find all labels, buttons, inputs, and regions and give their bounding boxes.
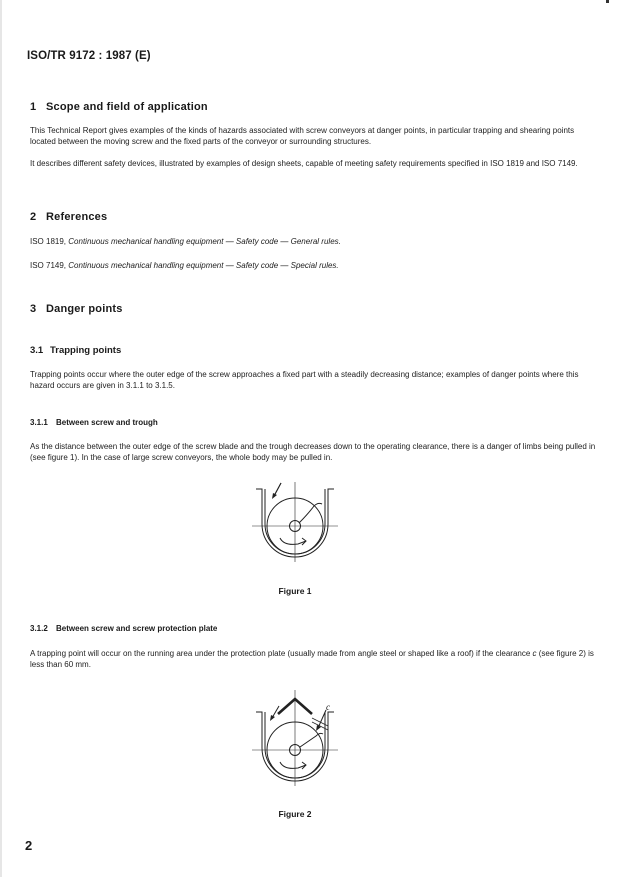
- section-1-paragraph-1: This Technical Report gives examples of the kinds of hazards associated with screw conveyors at danger points, in particular trapping and shearing points located between the moving screw and the fixed parts of the conveyor or surrounding structures.: [30, 126, 575, 146]
- section-3-1-1-paragraph: As the distance between the outer edge of the screw blade and the trough decreases down to the operating clearance, there is a danger of limbs being pulled in (see figure 1). In the case of large screw conveyors, the whole body may be pulled in.: [30, 442, 596, 462]
- section-number: 1: [30, 101, 37, 113]
- figure-1-caption: Figure 1: [278, 586, 312, 596]
- reference-code: ISO 1819,: [30, 237, 67, 246]
- page-edge: [0, 0, 2, 877]
- scan-mark: [606, 0, 609, 3]
- document-header: ISO/TR 9172 : 1987 (E): [27, 50, 151, 62]
- section-title: Between screw and screw protection plate: [56, 624, 218, 633]
- section-title: References: [46, 211, 108, 223]
- section-1-heading: [30, 101, 208, 113]
- reference-title: Continuous mechanical handling equipment — Safety code — General rules.: [68, 237, 341, 246]
- paragraph-text: A trapping point will occur on the running area under the protection plate (usually made from angle steel or shaped like a roof) if the clearance: [30, 649, 533, 658]
- reference-title: Continuous mechanical handling equipment — Safety code — Special rules.: [68, 261, 339, 270]
- variable-c: c: [532, 649, 537, 658]
- clearance-label: c: [326, 702, 330, 712]
- page-number: 2: [25, 838, 33, 853]
- section-3-1-1-heading: [30, 418, 158, 427]
- section-title: Scope and field of application: [46, 101, 208, 113]
- reference-code: ISO 7149,: [30, 261, 67, 270]
- reference-item: [30, 260, 600, 271]
- section-3-1-2-paragraph: [30, 648, 600, 670]
- section-title: Danger points: [46, 303, 123, 315]
- section-1-paragraph-2: It describes different safety devices, illustrated by examples of design sheets, capable of meeting safety requirements specified in ISO 1819 and ISO 7149.: [30, 159, 578, 168]
- figure-2-caption: Figure 2: [278, 809, 312, 819]
- section-number: 3.1: [30, 345, 44, 356]
- section-2-heading: [30, 211, 107, 223]
- section-number: 3.1.1: [30, 418, 48, 427]
- section-3-1-paragraph: Trapping points occur where the outer edge of the screw approaches a fixed part with a steadily decreasing distance; examples of danger points where this hazard occurs are given in 3.1.1 to 3.1.5.: [30, 370, 579, 390]
- section-number: 3: [30, 303, 37, 315]
- section-3-heading: [30, 303, 123, 315]
- section-number: 2: [30, 211, 37, 223]
- figure-1-diagram: [250, 480, 360, 565]
- paragraph-text: (see figure 2) is less than 60 mm.: [30, 649, 594, 669]
- section-number: 3.1.2: [30, 624, 48, 633]
- section-title: Between screw and trough: [56, 418, 158, 427]
- section-3-1-heading: [30, 345, 121, 356]
- section-3-1-2-heading: [30, 624, 217, 633]
- reference-item: [30, 236, 600, 247]
- figure-2-diagram: [250, 688, 360, 788]
- section-title: Trapping points: [50, 345, 122, 356]
